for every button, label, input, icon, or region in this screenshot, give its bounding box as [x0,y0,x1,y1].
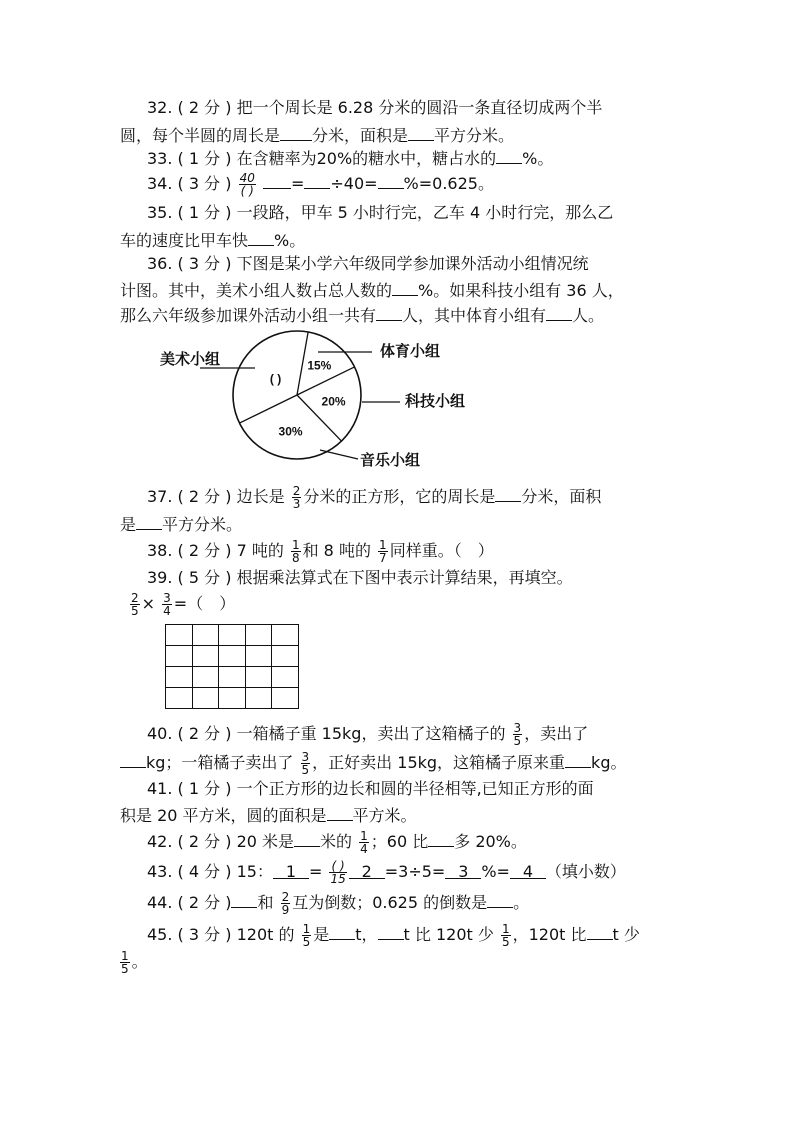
q43-text: = [308,862,323,881]
grid-cell[interactable] [245,667,272,688]
q36-line1 [147,253,589,275]
grid-cell[interactable] [219,646,246,667]
grid-cell[interactable] [192,688,219,709]
q45-fraction-1 [302,923,312,948]
fraction-denominator: 7 [379,551,387,565]
q41-line2 [120,803,417,827]
fraction-denominator: 5 [513,734,522,748]
fraction-denominator: 3 [292,497,301,511]
answer-blank[interactable] [231,890,257,908]
q37-text: 边长是 [236,487,285,506]
pie-slice-label: 30% [278,424,303,439]
grid-cell[interactable] [272,667,299,688]
q33-text: %。 [522,149,554,168]
q45-line2 [118,950,148,975]
answer-blank[interactable] [587,922,613,940]
q35-text: 车的速度比甲车快 [120,231,249,250]
answer-blank[interactable] [378,922,404,940]
pie-slice-label: 20% [321,394,346,409]
q32-text: 平方分米。 [434,126,515,145]
answer-blank[interactable] [120,750,146,768]
q34-fraction [239,172,256,197]
fraction-numerator: 3 [513,721,522,735]
grid-cell[interactable] [272,688,299,709]
grid-cell[interactable] [192,646,219,667]
q42-text: ；60 比 [370,832,429,851]
pie-category-label: 美术小组 [160,351,221,368]
answer-blank[interactable] [327,803,353,821]
q41-text: 平方米。 [352,806,417,825]
q40-text: ，卖出了 [524,724,589,743]
q36-line2 [120,278,624,302]
q38-text: 7 吨的 [236,541,284,560]
answer-blank[interactable] [392,278,418,296]
pie-slice-border [239,395,297,423]
q34-number: 34. [147,174,173,193]
fraction-numerator: 1 [360,829,368,843]
grid-cell[interactable] [192,625,219,646]
q43-text: =3÷5= [384,862,446,881]
q32-text: 分米，面积是 [312,126,409,145]
grid-cell[interactable] [219,667,246,688]
q45-text: 。 [131,952,148,971]
q33-text: 在含糖率为20%的糖水中，糖占水的 [236,149,497,168]
q32-line2 [120,123,514,147]
fraction-denominator: 5 [131,604,139,618]
q42-line [147,829,527,855]
answer-blank[interactable] [378,171,404,189]
answer-blank[interactable] [546,303,572,321]
answer-blank[interactable] [495,484,521,502]
q35-text: 一段路，甲车 5 小时行完，乙车 4 小时行完，那么乙 [236,203,614,222]
fraction-numerator: 1 [379,538,387,552]
q43-score: ( 4 分 ) [177,862,232,881]
fraction-numerator: 2 [292,484,301,498]
q45-number: 45. [147,925,173,944]
fraction-numerator: 3 [163,591,171,605]
q42-text: 多 20%。 [454,832,527,851]
q37-score: ( 2 分 ) [177,487,232,506]
grid-cell[interactable] [166,625,193,646]
q32-text: 圆，每个半圆的周长是 [120,126,281,145]
q34-text: %=0.625。 [403,174,494,193]
answer-blank[interactable] [565,750,591,768]
fraction-denominator: 5 [302,935,311,949]
answer-blank[interactable] [428,829,454,847]
answer-blank[interactable] [263,171,291,189]
answer-blank[interactable] [329,922,355,940]
q38-fraction-1 [291,539,301,564]
pie-group [160,331,465,469]
q41-text: 一个正方形的边长和圆的半径相等,已知正方形的面 [236,779,594,798]
grid-cell[interactable] [219,625,246,646]
q43-line [147,860,626,885]
q39-number: 39. [147,568,173,587]
q44-fraction [281,891,291,916]
q45-fraction-3 [120,950,130,975]
fraction-denominator: 9 [281,903,290,917]
fraction-denominator: 15 [330,872,346,886]
fraction-numerator: ( ) [329,860,346,873]
q39-score: ( 5 分 ) [177,568,232,587]
answer-blank[interactable]: 3 [445,861,481,879]
q37-line2 [120,512,242,536]
q42-number: 42. [147,832,173,851]
q39-grid[interactable] [165,624,299,709]
fraction-denominator: 5 [501,935,510,949]
q42-fraction [359,830,369,855]
answer-blank[interactable]: 1 [273,861,309,879]
grid-cell[interactable] [245,688,272,709]
times-sign: × [141,594,156,613]
pie-category-label: 音乐小组 [360,452,421,469]
q34-score: ( 3 分 ) [177,174,232,193]
q41-score: ( 1 分 ) [177,779,232,798]
fraction-numerator: 1 [501,922,510,936]
grid-cell[interactable] [192,667,219,688]
q38-number: 38. [147,541,173,560]
q33-line [147,146,553,170]
q37-text: 是 [120,515,137,534]
answer-blank[interactable] [487,890,513,908]
q42-score: ( 2 分 ) [177,832,232,851]
q39-fraction-1 [130,592,140,617]
answer-blank[interactable] [496,146,522,164]
fraction-denominator: 5 [121,962,129,976]
answer-blank[interactable] [408,123,434,141]
q34-text: = [290,174,305,193]
q35-line1 [147,202,613,224]
pie-category-label: 体育小组 [380,343,441,360]
answer-blank[interactable] [280,123,312,141]
answer-blank[interactable] [294,829,320,847]
q37-line1 [147,484,601,510]
q45-text: t， [355,925,378,944]
q40-fraction-1 [513,722,523,747]
answer-blank[interactable] [376,303,402,321]
q40-fraction-2 [301,751,311,776]
q33-number: 33. [147,149,173,168]
q42-text: 米的 [320,832,353,851]
q37-fraction [292,485,302,510]
pie-chart [0,322,794,482]
fraction-numerator: 3 [301,750,310,764]
q45-score: ( 3 分 ) [177,925,232,944]
q40-score: ( 2 分 ) [177,724,232,743]
q43-text: %= [481,862,510,881]
pie-category-label: 科技小组 [405,393,466,410]
grid-cell[interactable] [245,646,272,667]
q38-line [147,539,494,564]
answer-blank[interactable] [136,512,162,530]
q33-score: ( 1 分 ) [177,149,232,168]
q39-text[interactable]: =（ ） [173,594,236,613]
q39-line1 [147,567,573,589]
q44-line [147,890,529,916]
q40-line2 [120,750,626,776]
q32-text: 把一个周长是 6.28 分米的圆沿一条直径切成两个半 [236,98,603,117]
q37-text: 平方分米。 [162,515,243,534]
q36-text: %。如果科技小组有 36 人， [418,281,624,300]
q45-line1 [147,922,640,948]
q38-score: ( 2 分 ) [177,541,232,560]
grid-cell[interactable] [166,646,193,667]
q36-text: 计图。其中，美术小组人数占总人数的 [120,281,393,300]
q38-text: 同样重。（ ） [389,541,494,560]
q40-text: ，正好卖出 15kg，这箱橘子原来重 [312,753,566,772]
fraction-numerator: 2 [281,890,290,904]
fraction-numerator: 40 [239,171,255,185]
answer-blank[interactable] [304,171,330,189]
q40-text: kg；一箱橘子卖出了 [146,753,294,772]
q43-number: 43. [147,862,173,881]
q35-text: %。 [274,231,306,250]
q35-score: ( 1 分 ) [177,203,232,222]
grid-cell[interactable] [166,667,193,688]
q45-text: t 少 [612,925,640,944]
grid-cell[interactable] [166,688,193,709]
pie-slice-label: ( ) [269,371,282,386]
q39-fraction-2 [162,592,172,617]
fraction-denominator: 8 [291,551,300,565]
q36-score: ( 3 分 ) [177,254,232,273]
q45-text: ，120t 比 [512,925,587,944]
q45-text: 120t 的 [236,925,295,944]
grid-cell[interactable] [272,625,299,646]
q41-text: 积是 20 平方米，圆的面积是 [120,806,327,825]
q35-line2 [120,228,305,252]
q44-number: 44. [147,893,173,912]
q36-text: 那么六年级参加课外活动小组一共有 [120,306,377,325]
grid-cell[interactable] [245,625,272,646]
q44-text: 和 [257,893,274,912]
q32-number: 32. [147,98,173,117]
q44-score: ( 2 分 ) [177,893,232,912]
q38-text: 和 8 吨的 [302,541,371,560]
fraction-numerator: 1 [121,949,129,963]
q35-number: 35. [147,203,173,222]
fraction-numerator: 1 [291,538,300,552]
q37-text: 分米，面积 [521,487,602,506]
fraction-numerator: 2 [131,591,139,605]
grid-cell[interactable] [219,688,246,709]
answer-blank[interactable]: 2 [349,861,385,879]
fraction-denominator: 5 [301,763,310,777]
q37-number: 37. [147,487,173,506]
q44-text: 互为倒数；0.625 的倒数是 [292,893,488,912]
q37-text: 分米的正方形，它的周长是 [303,487,496,506]
fraction-denominator: 4 [163,604,171,618]
q45-fraction-2 [501,923,511,948]
fraction-denominator: ( ) [240,184,254,198]
q39-line2 [128,592,235,617]
q36-text: 人，其中体育小组有 [402,306,547,325]
q38-fraction-2 [378,539,388,564]
q36-text: 人。 [572,306,605,325]
q40-text: 一箱橘子重 15kg，卖出了这箱橘子的 [236,724,506,743]
answer-blank[interactable] [248,228,274,246]
pie-slice-label: 15% [307,358,332,373]
q34-line [147,171,494,197]
pie-leader-line [320,450,358,459]
q43-text: （填小数） [545,862,626,881]
q32-score: ( 2 分 ) [177,98,232,117]
q42-text: 20 米是 [236,832,295,851]
q45-text: 是 [313,925,330,944]
q45-text: t 比 120t 少 [403,925,494,944]
q40-line1 [147,722,588,747]
q39-text: 根据乘法算式在下图中表示计算结果，再填空。 [236,568,573,587]
q41-number: 41. [147,779,173,798]
q34-text: ÷40= [330,174,378,193]
answer-blank[interactable]: 4 [510,861,546,879]
q44-text: 。 [513,893,530,912]
q36-text: 下图是某小学六年级同学参加课外活动小组情况统 [236,254,589,273]
q43-text: 15： [236,862,273,881]
q40-text: kg。 [591,753,627,772]
q36-number: 36. [147,254,173,273]
grid-cell[interactable] [272,646,299,667]
q40-number: 40. [147,724,173,743]
q43-fraction [329,860,346,885]
q41-line1 [147,778,594,800]
fraction-denominator: 4 [360,842,368,856]
q32-line1 [147,97,602,119]
fraction-numerator: 1 [302,922,311,936]
